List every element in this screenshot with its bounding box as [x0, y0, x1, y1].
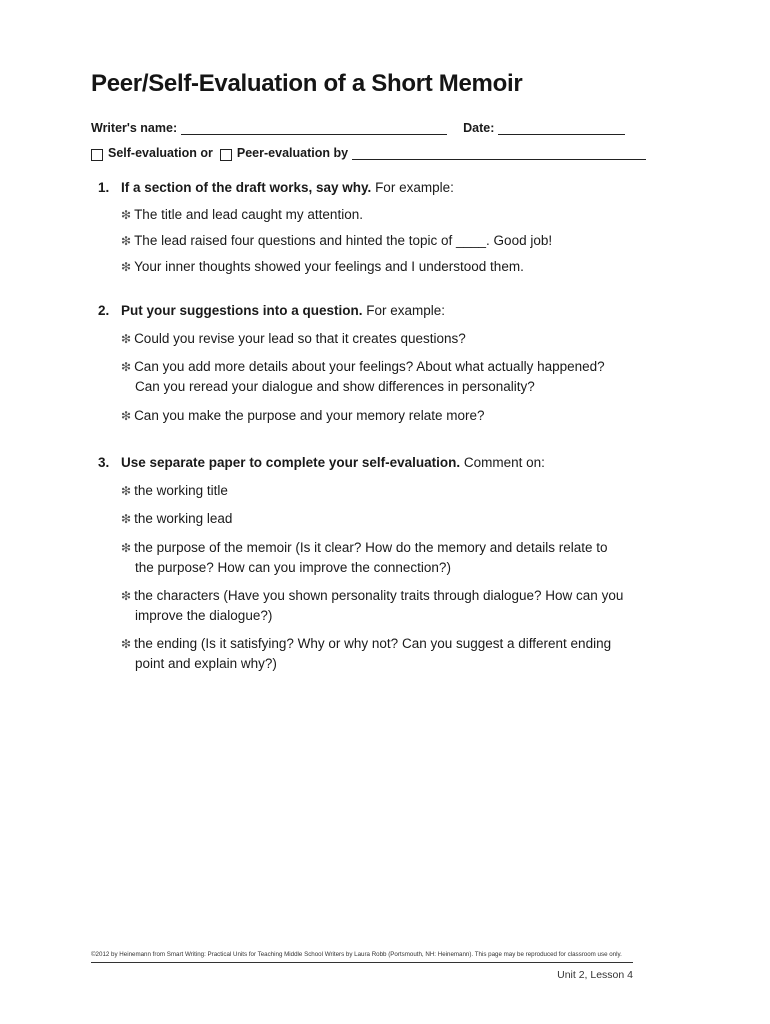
question-rest: Comment on:	[460, 455, 545, 470]
bullet-text-continued: point and explain why?)	[135, 656, 277, 671]
bullet-text-continued: Can you reread your dialogue and show differences in personality?	[135, 379, 535, 394]
bullet-text-continued: improve the dialogue?)	[135, 608, 273, 623]
question-number: 1.	[98, 180, 110, 195]
asterism-icon: ❇	[121, 512, 132, 526]
question-rest: For example:	[362, 303, 446, 318]
bullet-text: The title and lead caught my attention.	[134, 207, 363, 222]
list-item	[121, 231, 641, 251]
copyright-notice: ©2012 by Heinemann from Smart Writing: Practical Units for Teaching Middle School Writers by Laura Robb (Portsmouth, NH: Heinemann). This page may be reproduced for classroom use only.	[91, 951, 622, 958]
date-field[interactable]	[498, 122, 625, 135]
asterism-icon: ❇	[121, 208, 132, 222]
bullet-text: Can you add more details about your feelings? About what actually happened?	[134, 359, 605, 374]
bullet-text-continued: the purpose? How can you improve the connection?)	[135, 560, 451, 575]
question-1	[98, 180, 454, 195]
question-number: 2.	[98, 303, 110, 318]
bullet-text: Could you revise your lead so that it creates questions?	[134, 331, 466, 346]
peer-evaluator-field[interactable]	[352, 147, 646, 160]
evaluation-type-row	[91, 146, 646, 160]
list-item	[121, 634, 641, 674]
question-lead: Put your suggestions into a question.	[121, 303, 363, 318]
list-item	[121, 586, 641, 626]
list-item	[121, 481, 641, 501]
self-evaluation-label: Self-evaluation or	[108, 146, 213, 160]
bullet-text: Your inner thoughts showed your feelings and I understood them.	[134, 259, 524, 274]
asterism-icon: ❇	[121, 589, 132, 603]
self-evaluation-checkbox[interactable]	[91, 149, 103, 161]
question-rest: For example:	[371, 180, 454, 195]
date-label: Date:	[463, 121, 495, 135]
writers-name-label: Writer's name:	[91, 121, 178, 135]
list-item	[121, 406, 641, 426]
list-item	[121, 329, 641, 349]
asterism-icon: ❇	[121, 409, 132, 423]
asterism-icon: ❇	[121, 637, 132, 651]
asterism-icon: ❇	[121, 360, 132, 374]
question-3	[98, 455, 545, 470]
list-item	[121, 509, 641, 529]
asterism-icon: ❇	[121, 260, 132, 274]
bullet-text: the characters (Have you shown personality traits through dialogue? How can you	[134, 588, 624, 603]
asterism-icon: ❇	[121, 332, 132, 346]
bullet-text: the ending (Is it satisfying? Why or why not? Can you suggest a different ending	[134, 636, 612, 651]
question-lead: If a section of the draft works, say why.	[121, 180, 372, 195]
writers-name-field[interactable]	[181, 122, 447, 135]
question-lead: Use separate paper to complete your self-evaluation.	[121, 455, 461, 470]
bullet-text: the working title	[134, 483, 228, 498]
bullet-text: the purpose of the memoir (Is it clear? How do the memory and details relate to	[134, 540, 608, 555]
question-2	[98, 303, 445, 318]
asterism-icon: ❇	[121, 234, 132, 248]
peer-evaluation-label: Peer-evaluation by	[236, 146, 349, 160]
writer-name-row	[91, 121, 625, 135]
list-item	[121, 257, 641, 277]
bullet-text: Can you make the purpose and your memory relate more?	[134, 408, 485, 423]
unit-lesson-label: Unit 2, Lesson 4	[557, 969, 633, 981]
bullet-text: the working lead	[134, 511, 233, 526]
bullet-text: The lead raised four questions and hinted the topic of ____. Good job!	[134, 233, 553, 248]
asterism-icon: ❇	[121, 484, 132, 498]
peer-evaluation-checkbox[interactable]	[220, 149, 232, 161]
list-item	[121, 205, 641, 225]
page-title: Peer/Self-Evaluation of a Short Memoir	[91, 70, 523, 97]
list-item	[121, 357, 641, 397]
question-number: 3.	[98, 455, 110, 470]
list-item	[121, 538, 641, 578]
footer-divider	[91, 962, 633, 963]
asterism-icon: ❇	[121, 541, 132, 555]
